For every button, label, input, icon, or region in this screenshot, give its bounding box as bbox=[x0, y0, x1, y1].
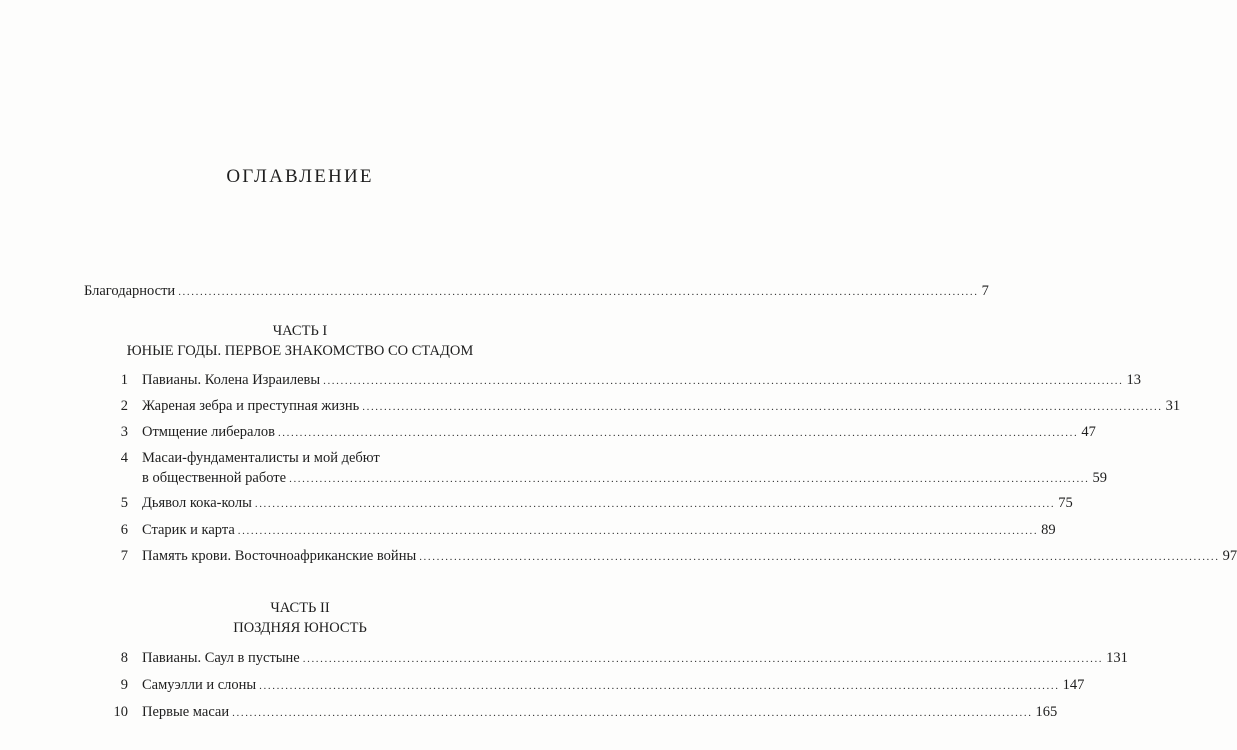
entry-page-number: 47 bbox=[1081, 424, 1096, 440]
toc-entry bbox=[120, 522, 1056, 540]
entry-title: Павианы. Колена Израилевы bbox=[142, 372, 321, 388]
entry-title: Первые масаи bbox=[142, 704, 230, 720]
toc-entry bbox=[120, 372, 1142, 390]
dot-leader bbox=[232, 705, 1032, 722]
chapter-number: 8 bbox=[120, 650, 128, 666]
toc-entry bbox=[120, 548, 1237, 566]
entry-page-number: 31 bbox=[1165, 398, 1181, 414]
entry-page-number: 165 bbox=[1035, 704, 1058, 720]
dot-leader bbox=[278, 425, 1078, 442]
chapter-number: 10 bbox=[113, 704, 128, 720]
entry-page-number: 13 bbox=[1126, 372, 1142, 388]
toc-entry bbox=[120, 495, 1073, 513]
chapter-number: 2 bbox=[120, 398, 128, 414]
toc-entry bbox=[120, 424, 1096, 442]
chapter-number: 7 bbox=[120, 548, 128, 564]
entry-page-number: 97 bbox=[1222, 548, 1237, 564]
page-title: ОГЛАВЛЕНИЕ bbox=[226, 166, 374, 187]
dot-leader bbox=[255, 496, 1055, 513]
part-label: ЧАСТЬ I bbox=[272, 323, 328, 339]
chapter-number: 1 bbox=[120, 372, 128, 388]
entry-page-number: 75 bbox=[1058, 495, 1073, 511]
part-name: ЮНЫЕ ГОДЫ. ПЕРВОЕ ЗНАКОМСТВО СО СТАДОМ bbox=[126, 343, 474, 359]
toc-entry bbox=[113, 704, 1058, 722]
entry-title: Старик и карта bbox=[142, 522, 235, 538]
part-name: ПОЗДНЯЯ ЮНОСТЬ bbox=[233, 620, 367, 636]
dot-leader bbox=[289, 471, 1089, 488]
entry-page-number: 7 bbox=[981, 283, 989, 299]
entry-title: Память крови. Восточноафриканские войны bbox=[142, 548, 417, 564]
entry-title: Дьявол кока-колы bbox=[142, 495, 252, 511]
toc-entry-acknowledgements bbox=[84, 283, 989, 301]
toc-entry bbox=[120, 398, 1181, 416]
toc-entry bbox=[120, 677, 1085, 695]
chapter-number: 3 bbox=[120, 424, 128, 440]
entry-title-block bbox=[142, 450, 1107, 488]
entry-title: Павианы. Саул в пустыне bbox=[142, 650, 300, 666]
dot-leader bbox=[303, 651, 1103, 668]
dot-leader bbox=[362, 399, 1162, 416]
dot-leader bbox=[259, 678, 1059, 695]
toc-entry bbox=[120, 650, 1128, 668]
chapter-number: 6 bbox=[120, 522, 128, 538]
entry-page-number: 89 bbox=[1041, 522, 1056, 538]
dot-leader bbox=[323, 373, 1123, 390]
entry-title: Благодарности bbox=[84, 283, 176, 299]
entry-title-line-2: в общественной работе bbox=[142, 470, 287, 486]
chapter-number: 4 bbox=[120, 450, 128, 466]
entry-title: Жареная зебра и преступная жизнь bbox=[142, 398, 360, 414]
part-label: ЧАСТЬ II bbox=[270, 600, 330, 616]
entry-title-line-1: Масаи-фундаменталисты и мой дебют bbox=[142, 450, 380, 466]
chapter-number: 5 bbox=[120, 495, 128, 511]
dot-leader bbox=[238, 523, 1038, 540]
entry-title: Самуэлли и слоны bbox=[142, 677, 257, 693]
dot-leader bbox=[178, 284, 978, 301]
entry-title: Отмщение либералов bbox=[142, 424, 275, 440]
toc-entry bbox=[120, 450, 1107, 488]
entry-page-number: 59 bbox=[1092, 470, 1107, 486]
entry-title-line-2-row bbox=[142, 470, 1107, 488]
chapter-number: 9 bbox=[120, 677, 128, 693]
entry-page-number: 147 bbox=[1062, 677, 1085, 693]
entry-page-number: 131 bbox=[1106, 650, 1128, 666]
dot-leader bbox=[419, 549, 1219, 566]
